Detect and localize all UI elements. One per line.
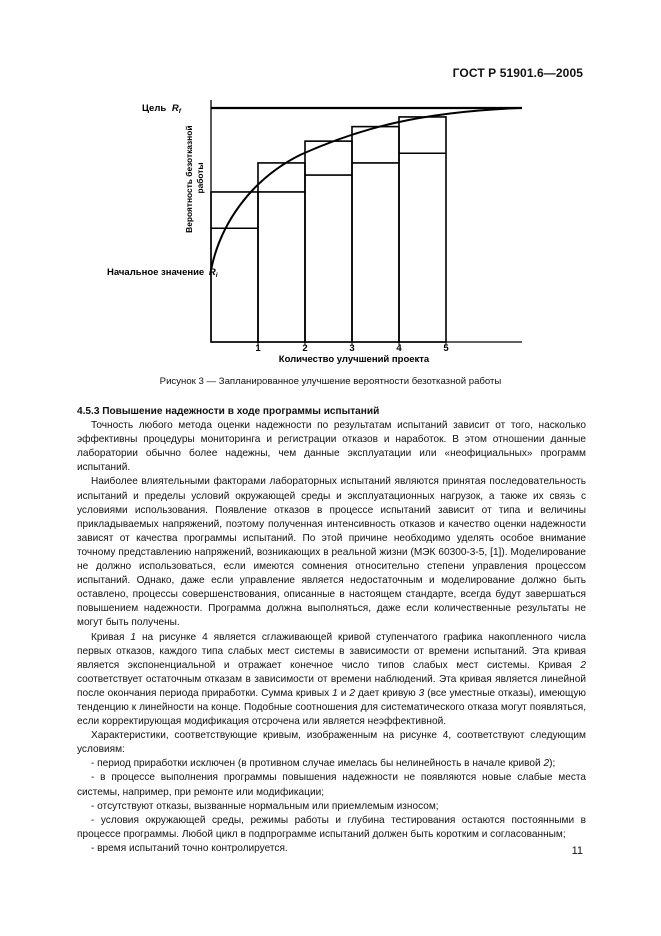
list-item: - условия окружающей среды, режимы работы и глубина тестирования остаются постоянными в процессе программы. Любой цикл в подпрограмме испытаний должен быть коротким и согласованным; xyxy=(77,814,586,840)
x-tick-3: 3 xyxy=(349,343,355,354)
step-bar-3 xyxy=(305,141,352,342)
curve-number: 1 xyxy=(130,631,137,643)
x-tick-5: 5 xyxy=(443,343,449,354)
curve-number: 2 xyxy=(543,758,550,770)
x-tick-4: 4 xyxy=(396,343,402,354)
standard-header: ГОСТ Р 51901.6—2005 xyxy=(452,66,583,80)
curve-number: 2 xyxy=(580,659,586,671)
paragraph-1: Точность любого метода оценки надежности по результатам испытаний зависит от того, насколько эффективны процедуры мониторинга и регистрации отказов и наработок. В этом отношении данные лаборатории обычно более надежны, чем данные эксплуатации или «неофициальных» программ испытаний. xyxy=(77,420,586,474)
paragraph-2: Наиболее влиятельными факторами лабораторных испытаний являются принятая последовательность испытаний и пределы условий окружающей среды и эксплуатационных нагрузок, а также их связь с условиями использования. Появление отказов в процессе испытаний зависит от типа и величины прикладываемых напряжений, поэтому полученная интенсивность отказов и качество оценки надежности зависят от качества программы испытаний. По этой причине необходимо уделять особое внимание точному представлению напряжений, возникающих в реальной жизни (МЭК 60300-3-5, [1]). Моделирование не должно использоваться, если имеются сомнения относительно степени управления процессом испытаний. Однако, даже если управление является недостаточным и моделирование должно быть оставлено, процессы совершенствования, описанные в настоящем стандарте, всегда будут завершаться повышением надежности. Программа должна выполняться, даже если количественные результаты не могут быть получены. xyxy=(77,476,586,629)
section-4-5-3 xyxy=(77,405,586,856)
target-label: Цель $R_f$ xyxy=(142,103,181,115)
figure-caption: Рисунок 3 — Запланированное улучшение вероятности безотказной работы xyxy=(159,376,502,387)
step-bars xyxy=(211,117,446,342)
curve-number: 1 xyxy=(332,687,338,699)
reliability-growth-chart xyxy=(0,0,661,380)
page-number: 11 xyxy=(571,845,583,857)
step-bar-2 xyxy=(258,163,305,342)
x-tick-1: 1 xyxy=(255,343,261,354)
x-tick-2: 2 xyxy=(302,343,308,354)
initial-value-label: Начальное значение $R_i$ xyxy=(107,267,218,279)
section-heading: 4.5.3 Повышение надежности в ходе программы испытаний xyxy=(77,406,380,417)
step-bar-4 xyxy=(352,127,399,342)
y-axis-label: Вероятность безотказной работы xyxy=(184,125,205,233)
paragraph-4: Характеристики, соответствующие кривым, изображенным на рисунке 4, соответствуют следующим условиям: xyxy=(77,730,586,756)
list-item: - в процессе выполнения программы повышения надежности не появляются новые слабые места системы, например, при ремонте или модификации; xyxy=(77,772,586,798)
x-axis-label: Количество улучшений проекта xyxy=(278,354,430,365)
list-item: - период приработки исключен (в противном случае имелась бы нелинейность в начале кривой 2); xyxy=(91,758,556,770)
step-bar-5 xyxy=(399,117,446,342)
figure-3 xyxy=(0,0,661,380)
list-item: - время испытаний точно контролируется. xyxy=(91,842,288,854)
conditions-list xyxy=(77,757,586,856)
curve-number: 3 xyxy=(418,687,425,699)
paragraph-3: Кривая 1 на рисунке 4 является сглаживающей кривой ступенчатого графика накопленного числа первых отказов, каждого типа слабых мест системы в зависимости от времени испытаний. Эта кривая является экспоненциальной и отражает конечное число типов слабых мест системы. Кривая 2 соответствует остаточным отказам в зависимости от времени наблюдений. Эта кривая является линейной после окончания периода приработки. Сумма кривых 1 и 2 дает кривую 3 (все уместные отказы), имеющую тенденцию к линейности на конце. Подобные соотношения для систематического отказа могут появляться, если корректирующая модификация отсрочена или является неэффективной. xyxy=(77,631,587,728)
list-item: - отсутствуют отказы, вызванные нормальным или приемлемым износом; xyxy=(91,800,439,812)
x-tick-labels xyxy=(255,342,449,354)
curve-number: 2 xyxy=(349,687,355,699)
